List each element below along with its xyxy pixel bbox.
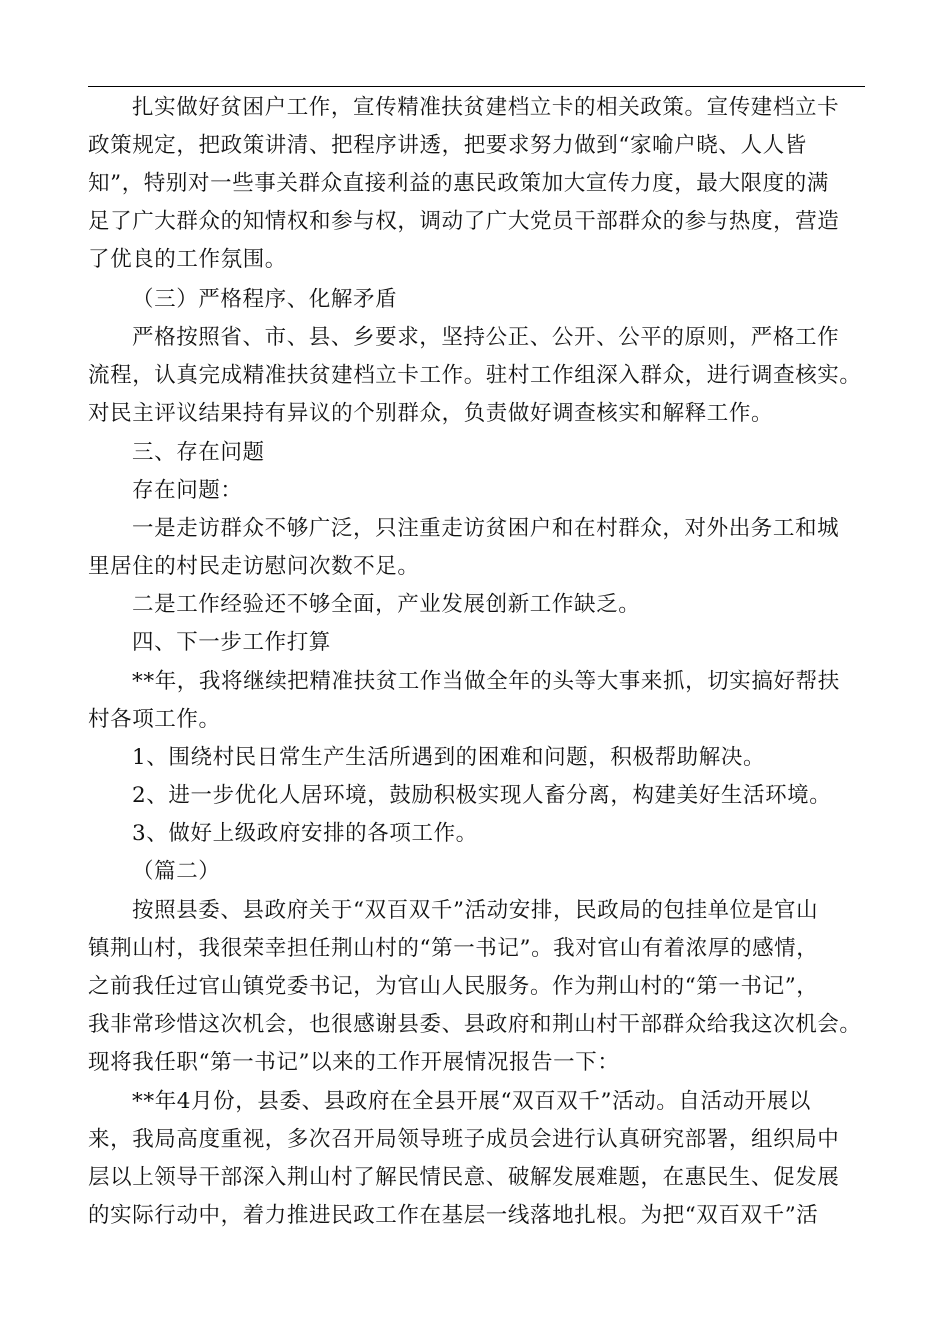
body-line: 里居住的村民走访慰问次数不足。 xyxy=(88,554,420,579)
body-line: 知”，特别对一些事关群众直接利益的惠民政策加大宣传力度，最大限度的满 xyxy=(88,171,829,196)
body-line: 来，我局高度重视，多次召开局领导班子成员会进行认真研究部署，组织局中 xyxy=(88,1127,840,1152)
section-heading: 三、存在问题 xyxy=(132,440,265,465)
body-line: 一是走访群众不够广泛，只注重走访贫困户和在村群众，对外出务工和城 xyxy=(132,516,840,541)
body-line: 现将我任职“第一书记”以来的工作开展情况报告一下： xyxy=(88,1050,620,1075)
list-item: 3、做好上级政府安排的各项工作。 xyxy=(132,821,478,846)
body-line: 按照县委、县政府关于“双百双千”活动安排，民政局的包挂单位是官山 xyxy=(132,898,819,923)
body-line: 严格按照省、市、县、乡要求，坚持公正、公开、公平的原则，严格工作 xyxy=(132,325,840,350)
body-line: 之前我任过官山镇党委书记，为官山人民服务。作为荆山村的“第一书记”， xyxy=(88,974,819,999)
body-line: 我非常珍惜这次机会，也很感谢县委、县政府和荆山村干部群众给我这次机会。 xyxy=(88,1012,862,1037)
body-line: 的实际行动中，着力推进民政工作在基层一线落地扎根。为把“双百双千”活 xyxy=(88,1203,819,1228)
body-line: 对民主评议结果持有异议的个别群众，负责做好调查核实和解释工作。 xyxy=(88,401,774,426)
list-item: 2、进一步优化人居环境，鼓励积极实现人畜分离，构建美好生活环境。 xyxy=(132,783,832,808)
section-heading: 四、下一步工作打算 xyxy=(132,630,331,655)
body-line: 二是工作经验还不够全面，产业发展创新工作缺乏。 xyxy=(132,592,641,617)
section-heading: （三）严格程序、化解矛盾 xyxy=(132,287,398,312)
body-line: 政策规定，把政策讲清、把程序讲透，把要求努力做到“家喻户晓、人人皆 xyxy=(88,133,807,158)
body-line: 流程，认真完成精准扶贫建档立卡工作。驻村工作组深入群众，进行调查核实。 xyxy=(88,363,862,388)
body-line: 村各项工作。 xyxy=(88,707,221,732)
body-line: 镇荆山村，我很荣幸担任荆山村的“第一书记”。我对官山有着浓厚的感情， xyxy=(88,936,819,961)
body-line: 层以上领导干部深入荆山村了解民情民意、破解发展难题，在惠民生、促发展 xyxy=(88,1165,840,1190)
body-line: 扎实做好贫困户工作，宣传精准扶贫建档立卡的相关政策。宣传建档立卡 xyxy=(132,95,840,120)
body-line: 了优良的工作氛围。 xyxy=(88,247,287,272)
section-heading: （篇二） xyxy=(132,859,221,884)
header-rule xyxy=(88,86,865,87)
body-line: 足了广大群众的知情权和参与权，调动了广大党员干部群众的参与热度，营造 xyxy=(88,209,840,234)
body-line: **年4月份，县委、县政府在全县开展“双百双千”活动。自活动开展以 xyxy=(132,1089,811,1114)
body-line: **年，我将继续把精准扶贫工作当做全年的头等大事来抓，切实搞好帮扶 xyxy=(132,669,840,694)
list-item: 1、围绕村民日常生产生活所遇到的困难和问题，积极帮助解决。 xyxy=(132,745,766,770)
body-line: 存在问题： xyxy=(132,478,243,503)
